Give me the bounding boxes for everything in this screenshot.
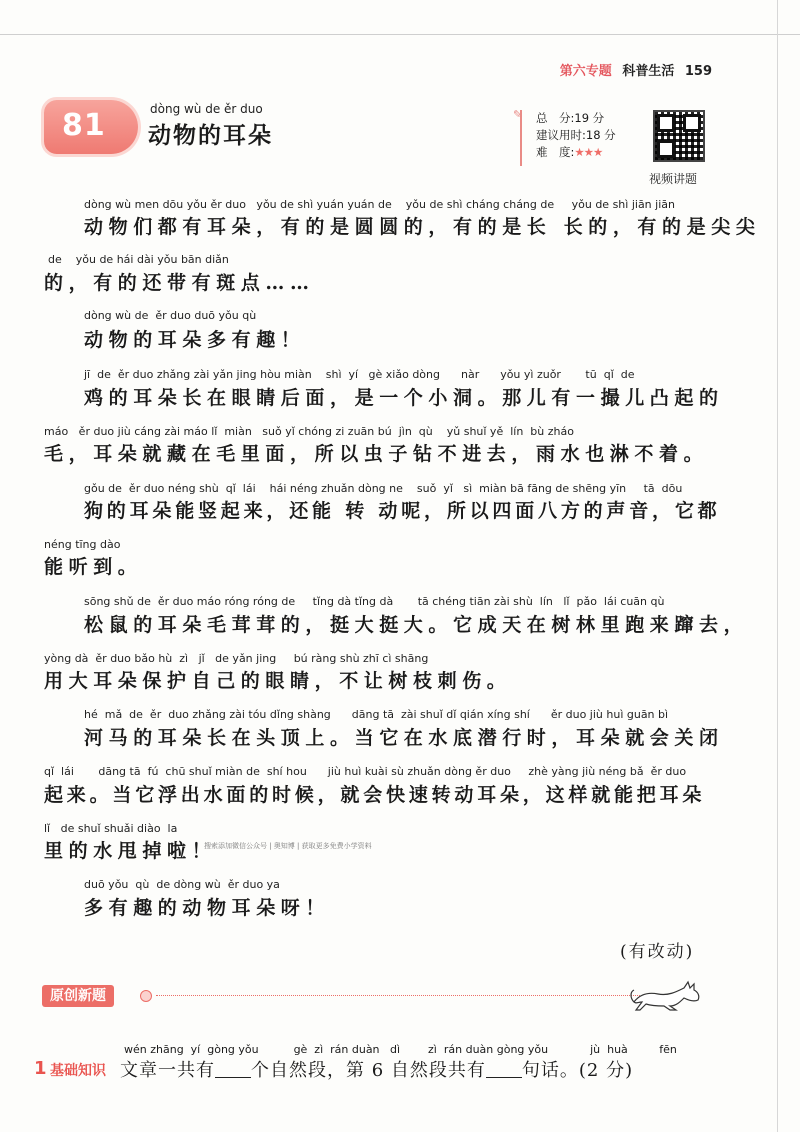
question-text: 文章一共有 个自然段，第 6 自然段共有 句话。(2 分) (120, 1060, 634, 1081)
pinyin-line: dòng wù de ěr duo duō yǒu qù (84, 309, 257, 322)
text-line: 的，有的还带有斑点…… (44, 272, 315, 294)
pinyin-line: néng tīng dào (44, 538, 121, 551)
text-line: 用大耳朵保护自己的眼睛，不让树枝刺伤。 (44, 670, 512, 692)
stats-box (513, 108, 652, 166)
text-line: 里的水甩掉啦！ (44, 840, 217, 862)
pin-icon: ✎ (513, 108, 523, 121)
right-border (777, 0, 778, 1132)
pinyin-line: jī de ěr duo zhǎng zài yǎn jing hòu miàn shì yí gè xiǎo dòng nàr yǒu yì zuǒr tū qǐ de (84, 368, 635, 381)
watermark-text: 搜索添加微信公众号 | 奥知博 | 获取更多免费小学资料 (204, 842, 372, 850)
revision-note: (有改动) (620, 942, 695, 962)
section-badge: 原创新题 (42, 985, 114, 1007)
text-line: 能听到。 (44, 556, 143, 578)
answer-blank-2[interactable] (486, 1061, 522, 1078)
top-border (0, 34, 800, 35)
page-header (560, 60, 712, 79)
text-line: 鸡的耳朵长在眼睛后面，是一个小洞。那儿有一撮儿凸起的 (84, 387, 724, 409)
title-pinyin: dòng wù de ěr duo (150, 102, 263, 116)
header-section: 第六专题 (559, 64, 612, 79)
section-divider (156, 995, 640, 996)
text-line: 狗的耳朵能竖起来，还能 转 动呢，所以四面八方的声音，它都 (84, 500, 721, 522)
text-line: 毛，耳朵就藏在毛里面，所以虫子钻不进去，雨水也淋不着。 (44, 443, 709, 465)
lesson-number: 81 (62, 108, 106, 143)
question-tag: 基础知识 (50, 1063, 106, 1079)
text-line: 松鼠的耳朵毛茸茸的，挺大挺大。它成天在树林里跑来蹿去， (84, 614, 749, 636)
stats-total: 总 分:19 分 (536, 111, 605, 125)
pinyin-line: dòng wù men dōu yǒu ěr duo yǒu de shì yuán yuán de yǒu de shì cháng cháng de yǒu de shì jiān jiān (84, 198, 675, 211)
pinyin-line: de yǒu de hái dài yǒu bān diǎn (48, 253, 229, 266)
question-pinyin: wén zhāng yí gòng yǒu gè zì rán duàn dì zì rán duàn gòng yǒu jù huà fēn (124, 1043, 677, 1056)
stats-time: 建议用时:18 分 (536, 128, 616, 142)
qr-code-icon[interactable] (653, 110, 705, 162)
text-line: 多有趣的动物耳朵呀！ (84, 897, 331, 919)
pinyin-line: máo ěr duo jiù cáng zài máo lǐ miàn suǒ yǐ chóng zi zuān bú jìn qù yǔ shuǐ yě lín bù zháo (44, 425, 574, 438)
star-icon: ★★★ (574, 145, 603, 159)
header-subject: 科普生活 (622, 64, 675, 79)
answer-blank-1[interactable] (215, 1061, 251, 1078)
section-dot-icon (140, 990, 152, 1002)
pinyin-line: lǐ de shuǐ shuǎi diào la (44, 822, 178, 835)
pinyin-line: qǐ lái dāng tā fú chū shuǐ miàn de shí hou jiù huì kuài sù zhuǎn dòng ěr duo zhè yàng jiù néng bǎ ěr duo (44, 765, 687, 778)
qr-label: 视频讲题 (649, 172, 698, 186)
running-cat-icon (630, 976, 710, 1012)
pinyin-line: hé mǎ de ěr duo zhǎng zài tóu dǐng shàng dāng tā zài shuǐ dǐ qián xíng shí ěr duo jiù huì guān bì (84, 708, 669, 721)
text-line: 动物的耳朵多有趣！ (84, 329, 306, 351)
question-number: 1 (34, 1058, 47, 1079)
text-line: 河马的耳朵长在头顶上。当它在水底潜行时，耳朵就会关闭 (84, 727, 724, 749)
pinyin-line: yòng dà ěr duo bǎo hù zì jǐ de yǎn jing bú ràng shù zhī cì shāng (44, 652, 429, 665)
pinyin-line: gǒu de ěr duo néng shù qǐ lái hái néng zhuǎn dòng ne suǒ yǐ sì miàn bā fāng de shēng yīn tā dōu (84, 482, 683, 495)
pinyin-line: duō yǒu qù de dòng wù ěr duo ya (84, 878, 280, 891)
text-line: 动物们都有耳朵，有的是圆圆的，有的是长 长的，有的是尖尖 (84, 216, 761, 238)
pinyin-line: sōng shǔ de ěr duo máo róng róng de tǐng dà tǐng dà tā chéng tiān zài shù lín lǐ pǎo lái cuān qù (84, 595, 665, 608)
stats-difficulty: 难 度:★★★ (536, 145, 603, 159)
page-number: 159 (684, 64, 712, 79)
lesson-title: 动物的耳朵 (148, 122, 273, 149)
text-line: 起来。当它浮出水面的时候，就会快速转动耳朵，这样就能把耳朵 (44, 784, 706, 806)
